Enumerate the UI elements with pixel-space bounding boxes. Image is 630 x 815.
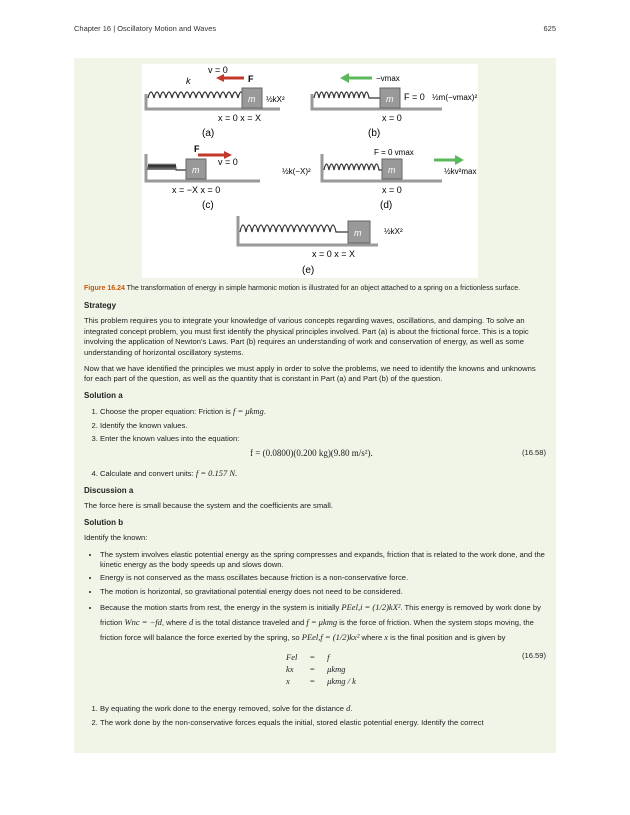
known-2: • Energy is not conserved as the mass oscillates because friction is a non-conservative force.: [100, 573, 546, 583]
solution-b-heading: Solution b: [84, 517, 124, 527]
equation-number-16-58: (16.58): [521, 448, 546, 458]
page-number: 625: [543, 24, 556, 33]
position-c: x = −X x = 0: [172, 185, 221, 195]
velocity-b: −vmax: [376, 74, 400, 83]
force-a: F: [248, 74, 254, 84]
velocity-c: v = 0: [218, 157, 238, 167]
equation-number-16-59: (16.59): [521, 651, 546, 661]
label-e: (e): [302, 265, 315, 276]
solution-b-steps: [84, 703, 546, 728]
panel-b: [312, 73, 477, 139]
spring-constant: k: [186, 76, 191, 86]
force-c: F: [194, 144, 200, 154]
label-a: (a): [202, 128, 215, 139]
label-b: (b): [368, 128, 381, 139]
mass-a: m: [248, 94, 256, 104]
discussion-a-text: The force here is small because the system and the coefficients are small.: [84, 501, 333, 511]
panel-c: [146, 144, 311, 211]
position-b: x = 0: [382, 113, 402, 123]
position-a: x = 0 x = X: [218, 113, 262, 123]
solution-a-heading: Solution a: [84, 390, 123, 400]
equation-16-59: Fel = f kx = μkmg x = μkmg / k (16.59): [286, 651, 546, 686]
energy-figure: [142, 64, 478, 278]
mass-b: m: [386, 94, 394, 104]
strategy-paragraph-1: This problem requires you to integrate your knowledge of various concepts regarding waves, oscillations, and damping. To solve an integrated concept problem, you must first identify the physical principles involved. Part (a) is about the frictional force. This is a topic involving the application of Newton’s Laws. Part (b) requires an understanding of work and conservation of energy, as well as some understanding of horizontal oscillatory systems.: [84, 316, 529, 357]
strategy-paragraph-2: Now that we have identified the principles we must apply in order to solve the problems, we need to identify the knowns and unknowns for each part of the question, as well as the quantity that is constant in Part (a) and Part (b) of the question.: [84, 364, 536, 384]
strategy-heading: Strategy: [84, 301, 117, 310]
example-content: [84, 284, 546, 734]
label-d: (d): [380, 200, 393, 211]
energy-a: ½kX²: [266, 95, 285, 104]
figure-caption: Figure 16.24 The transformation of energy in simple harmonic motion is illustrated for an object attached to a spring on a frictionless surface.: [84, 285, 521, 292]
step-b-1: 1. By equating the work done to the energy removed, solve for the distance d.: [100, 703, 546, 714]
panel-a: [146, 65, 285, 139]
energy-d: ½kv²max: [444, 167, 477, 176]
force-b: F = 0: [404, 92, 425, 102]
equation-16-58: f = (0.0800)(0.200 kg)(9.80 m/s²).: [250, 448, 373, 459]
label-c: (c): [202, 200, 214, 211]
solution-a-steps: [84, 406, 546, 480]
position-e: x = 0 x = X: [312, 249, 356, 259]
force-velocity-d: F = 0 vmax: [374, 148, 414, 157]
known-4: • Because the motion starts from rest, the energy in the system is initially PEel,i = (1/2)kX². This energy is removed by work done by friction Wnc = −fd, where d is the total distance traveled and f = μkmg is the force of friction. When the system stops moving, the friction force will balance the force exerted by the spring, so PEel,f = (1/2)kx² where x is the final position and is given by: [100, 600, 546, 645]
step-2: 2. Identify the known values.: [100, 421, 546, 431]
known-1: • The system involves elastic potential energy as the spring compresses and expands, friction that is related to the work done, and the kinetic energy as the body speeds up and slows down.: [100, 550, 546, 571]
discussion-a-heading: Discussion a: [84, 485, 134, 495]
panel-d: [322, 148, 476, 211]
energy-e: ½kX²: [384, 227, 403, 236]
chapter-header: Chapter 16 | Oscillatory Motion and Waves: [74, 24, 217, 33]
velocity-a: v = 0: [208, 65, 228, 75]
known-3: • The motion is horizontal, so gravitational potential energy does not need to be considered.: [100, 587, 546, 597]
energy-c: ½k(−X)²: [282, 167, 311, 176]
knowns-list: [84, 550, 546, 646]
step-b-2: 2. The work done by the non-conservative forces equals the initial, stored elastic potential energy. Identify the correct: [100, 718, 546, 728]
mass-e: m: [354, 228, 362, 238]
step-3: 3. Enter the known values into the equation: f = (0.0800)(0.200 kg)(9.80 m/s²). (16.58): [100, 434, 546, 462]
step-1: 1. Choose the proper equation: Friction is f = μkmg.: [100, 406, 546, 417]
step-4: 4. Calculate and convert units: f = 0.157 N.: [100, 468, 546, 479]
panel-e: [238, 216, 403, 276]
solution-b-intro: Identify the known:: [84, 533, 148, 543]
mass-d: m: [388, 165, 396, 175]
position-d: x = 0: [382, 185, 402, 195]
energy-b: ½m(−vmax)²: [432, 93, 478, 102]
mass-c: m: [192, 165, 200, 175]
